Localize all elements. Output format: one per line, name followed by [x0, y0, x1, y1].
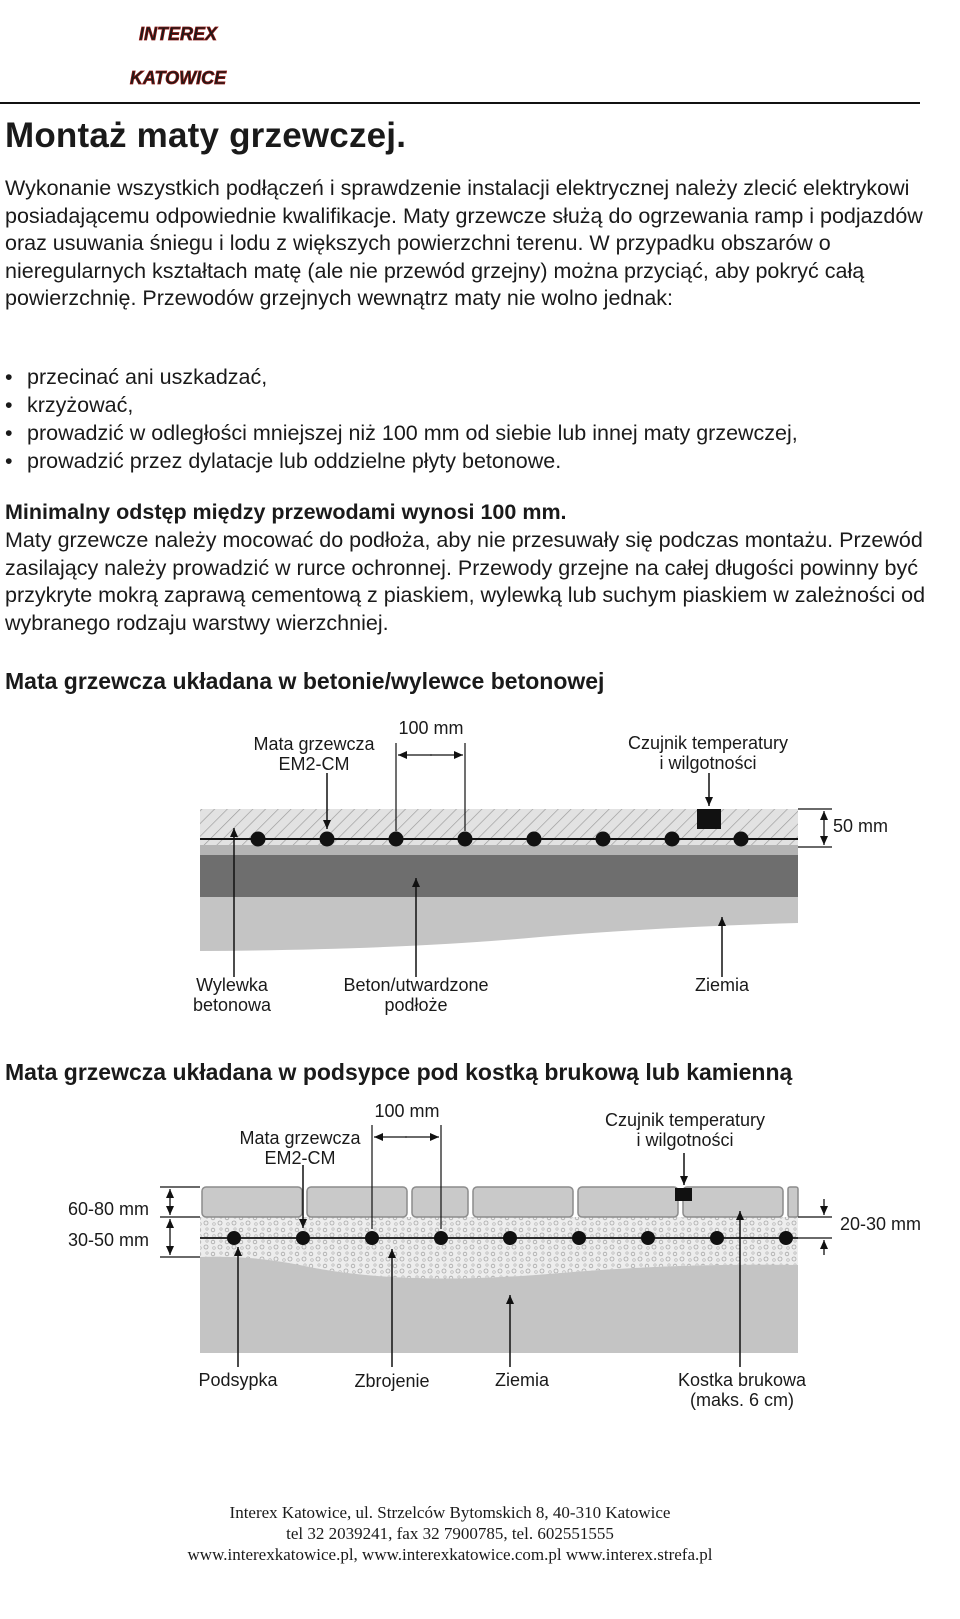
- min-spacing-note: Minimalny odstęp między przewodami wynosi 100 mm.: [5, 500, 567, 524]
- footer-phones: tel 32 2039241, fax 32 7900785, tel. 602551555: [286, 1524, 614, 1543]
- spacing-label: 100 mm: [374, 1101, 440, 1121]
- paving-stones: [202, 1187, 798, 1217]
- spacing-label: 100 mm: [398, 718, 464, 738]
- logo-line-2: KATOWICE: [129, 68, 227, 88]
- intro-paragraph: Wykonanie wszystkich podłączeń i sprawdzenie instalacji elektrycznej należy zlecić elektrykowi posiadającemu odpowiednie kwalifikacje. Maty grzewcze służą do ogrzewania ramp i podjazdów oraz usuwania śniegu i lodu z większych powierzchni terenu. W przypadku obszarów o nieregularnych kształtach matę (ale nie przewód grzejny) można przyciąć, aby pokryć całą powierzchnię. Przewodów grzejnych wewnątrz maty nie wolno jednak:: [5, 176, 923, 310]
- paver-label: Kostka brukowa: [677, 1370, 807, 1390]
- base-label-2: podłoże: [384, 995, 448, 1015]
- paver-installation-diagram: [0, 1095, 960, 1425]
- transition-layer: [200, 845, 798, 855]
- header-divider: [0, 102, 920, 104]
- mat-label: Mata grzewcza: [253, 734, 375, 754]
- list-item: • prowadzić przez dylatacje lub oddzielne płyty betonowe.: [5, 447, 798, 475]
- page-title: Montaż maty grzewczej.: [5, 116, 407, 155]
- paver-label-2: (maks. 6 cm): [689, 1390, 795, 1410]
- sensor-label: Czujnik temperatury: [627, 733, 789, 753]
- mounting-paragraph: Maty grzewcze należy mocować do podłoża, aby nie przesuwały się podczas montażu. Przewód zasilający należy prowadzić w rurce ochronnej. Przewody grzejne na całej długości powinny być przykryte mokrą zaprawą cementową z piaskiem, wylewką lub suchym piaskiem w zależności od wybranego rodzaju warstwy wierzchniej.: [5, 528, 926, 635]
- bedding-label: Podsypka: [198, 1370, 278, 1390]
- depth-label-cable: 20-30 mm: [840, 1214, 922, 1234]
- list-item: • przecinać ani uszkadzać,: [5, 363, 798, 391]
- company-logo: [18, 4, 348, 90]
- sensor-label: Czujnik temperatury: [604, 1110, 766, 1130]
- reinforcement-label: Zbrojenie: [354, 1371, 430, 1391]
- list-item: • prowadzić w odległości mniejszej niż 100 mm od siebie lub innej maty grzewczej,: [5, 419, 798, 447]
- depth-label-bedding: 30-50 mm: [68, 1230, 150, 1250]
- diagram1-title: Mata grzewcza układana w betonie/wylewce betonowej: [5, 668, 605, 694]
- sensor-label-2: i wilgotności: [636, 1130, 734, 1150]
- base-label: Beton/utwardzone: [343, 975, 489, 995]
- sensor-label-2: i wilgotności: [659, 753, 757, 773]
- sensor-icon: [697, 809, 721, 829]
- screed-label-2: betonowa: [192, 995, 272, 1015]
- footer-address: Interex Katowice, ul. Strzelców Bytomskich 8, 40-310 Katowice: [229, 1503, 671, 1522]
- footer-contact: [0, 1502, 900, 1565]
- depth-label-pavers: 60-80 mm: [68, 1199, 150, 1219]
- restrictions-list: [5, 363, 798, 475]
- mat-model-label: EM2-CM: [278, 754, 350, 774]
- diagram2-title: Mata grzewcza układana w podsypce pod kostką brukową lub kamienną: [5, 1059, 793, 1085]
- logo-line-1: INTEREX: [138, 24, 218, 44]
- ground-label: Ziemia: [694, 975, 750, 995]
- concrete-installation-diagram: [0, 705, 960, 1025]
- depth-label: 50 mm: [833, 816, 889, 836]
- mat-label: Mata grzewcza: [239, 1128, 361, 1148]
- screed-label: Wylewka: [196, 975, 268, 995]
- mat-model-label: EM2-CM: [264, 1148, 336, 1168]
- concrete-base-layer: [200, 855, 798, 897]
- ground-label: Ziemia: [494, 1370, 550, 1390]
- list-item: • krzyżować,: [5, 391, 798, 419]
- ground-layer: [200, 897, 798, 951]
- sensor-icon: [675, 1188, 692, 1201]
- footer-websites: www.interexkatowice.pl, www.interexkatowice.com.pl www.interex.strefa.pl: [187, 1545, 713, 1564]
